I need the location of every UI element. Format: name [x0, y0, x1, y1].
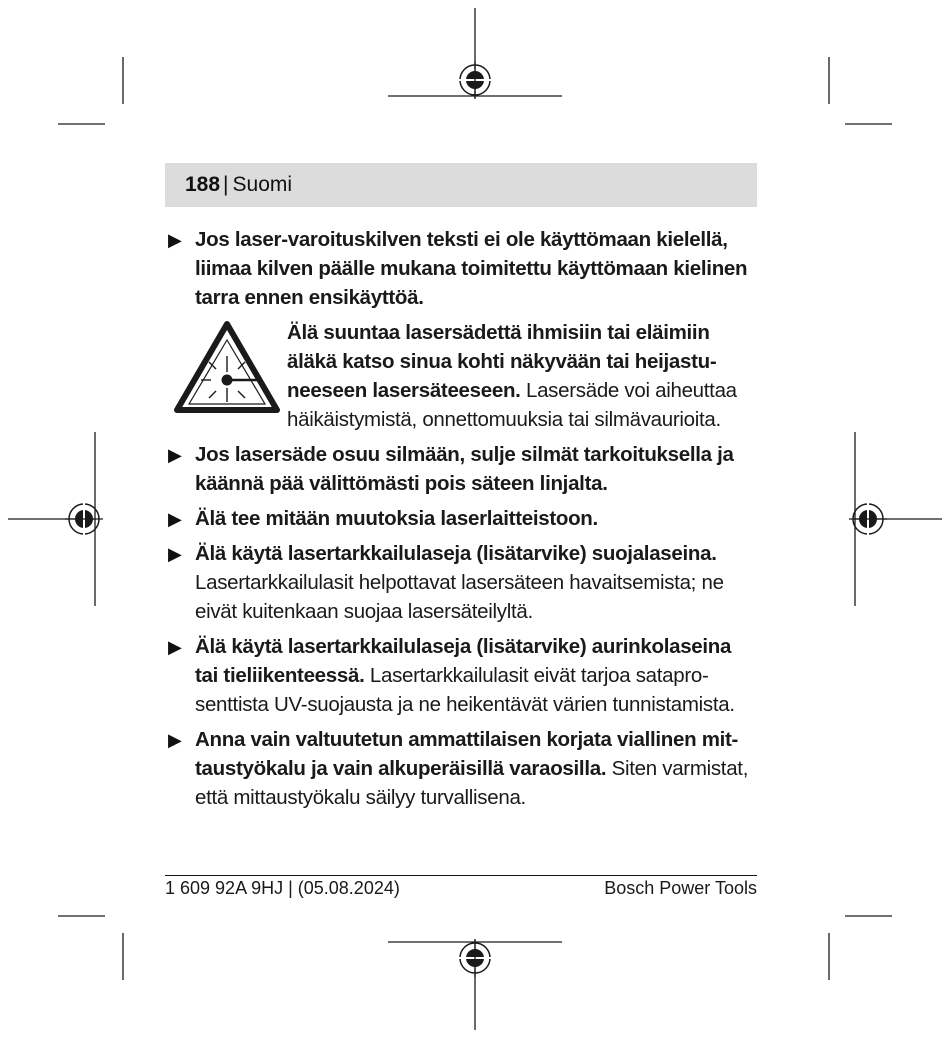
bullet-triangle-icon: ▶	[168, 445, 182, 465]
list-item: ▶ Anna vain valtuutetun ammattilaisen korjata viallinen mittaustyökalu ja vain alkuperäisillä varaosilla. Siten varmistat, että mittaustyökalu säilyy turvallisena.	[168, 728, 749, 809]
page-header	[165, 163, 757, 207]
list-item: ▶ Jos laser-varoituskilven teksti ei ole käyttömaan kielellä, liimaa kilven päälle mukana toimitettu käyttömaan kielinen tarra ennen ensikäyttöä.	[168, 228, 748, 309]
bullet-triangle-icon: ▶	[168, 544, 182, 564]
header-separator: |	[223, 173, 229, 196]
brand-name: Bosch Power Tools	[604, 878, 757, 898]
section-title: Suomi	[232, 173, 293, 196]
document-number: 1 609 92A 9HJ | (05.08.2024)	[165, 878, 400, 898]
safety-instructions	[165, 225, 757, 818]
list-item: ▶ Jos lasersäde osuu silmään, sulje silmät tarkoituksella ja käännä pää välittömästi pois säteen linjalta.	[168, 443, 734, 495]
laser-warning-block	[165, 318, 757, 436]
list-item: ▶ Älä tee mitään muutoksia laserlaitteistoon.	[165, 504, 757, 533]
bullet-triangle-icon: ▶	[168, 509, 182, 529]
bullet-triangle-icon: ▶	[168, 230, 182, 250]
bullet-triangle-icon: ▶	[168, 730, 182, 750]
laser-warning-text: Älä suuntaa lasersädettä ihmisiin tai eläimiin äläkä katso sinua kohti näkyvään tai heijastuneeseen lasersäteeseen. Lasersäde voi aiheuttaa häikäistymistä, onnettomuuksia tai silmävaurioita.	[287, 321, 737, 431]
registration-target-left	[65, 500, 103, 538]
registration-target-bottom	[456, 939, 494, 977]
list-item: ▶ Älä käytä lasertarkkailulaseja (lisätarvike) aurinkolaseina tai tieliikenteessä. Lasertarkkailulasit eivät tarjoa sataprosenttista UV-suojausta ja ne heikentävät värien tunnistamista.	[168, 635, 735, 716]
laser-warning-icon	[173, 320, 281, 414]
page-number: 188	[185, 173, 221, 196]
list-item: ▶ Älä käytä lasertarkkailulaseja (lisätarvike) suojalaseina. Lasertarkkailulasit helpottavat lasersäteen havaitsemista; ne eivät kuitenkaan suojaa lasersäteilyltä.	[168, 542, 724, 623]
registration-target-top	[456, 61, 494, 99]
bullet-triangle-icon: ▶	[168, 637, 182, 657]
page-footer	[165, 875, 757, 899]
